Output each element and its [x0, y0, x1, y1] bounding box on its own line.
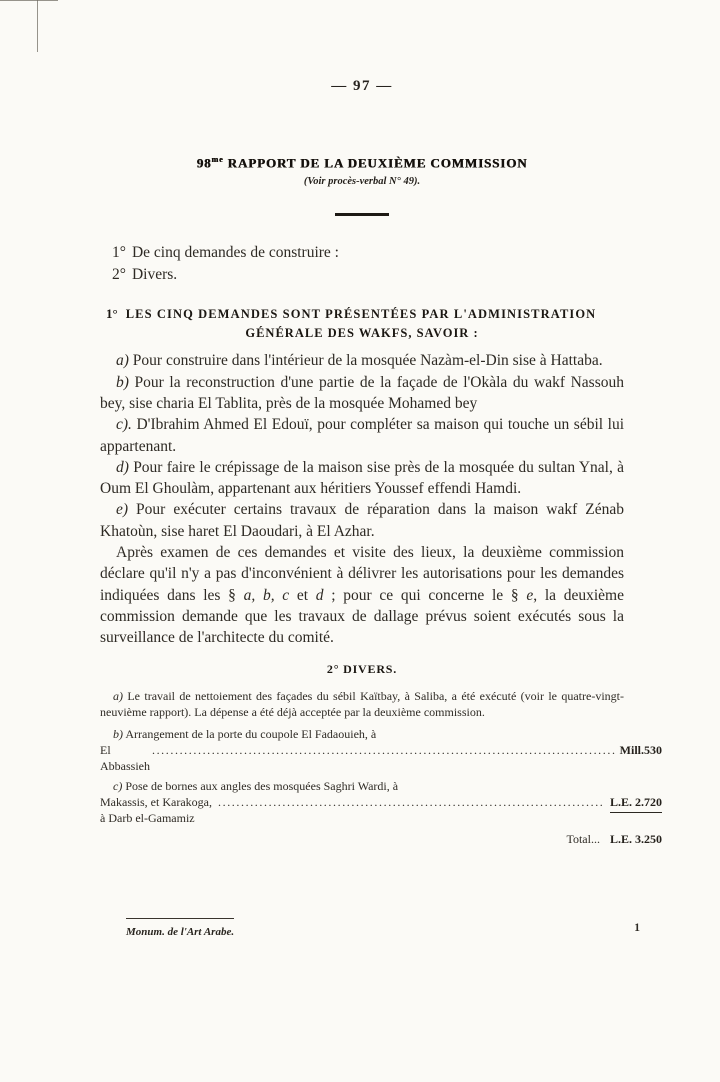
section1-heading-line1 [100, 306, 624, 322]
paragraph-text: Pour construire dans l'intérieur de la mosquée Nazàm-el-Din sise à Hattaba. [128, 352, 603, 370]
paragraph-text: Pour la reconstruction d'une partie de la façade de l'Okàla du wakf Nassouh bey, sise charia El Tablita, près de la mosquée Mohamed bey [100, 373, 624, 412]
section1-heading-number: 1° [106, 306, 118, 322]
closing-text: Après examen de ces demandes et visite des lieux, la deuxième commission déclare qu'il n'y a pas d'inconvénient à délivrer les autorisations pour les demandes indiquées dans les § [100, 544, 624, 604]
report-subtitle: (Voir procès-verbal N° 49). [303, 176, 421, 188]
entry-line [100, 779, 662, 795]
paragraph-lead: a) [116, 352, 129, 370]
entry-line [100, 795, 662, 827]
agenda-item-2 [112, 264, 624, 286]
paragraph-text: Pour exécuter certains travaux de réparation dans la maison wakf Zénab Khatoùn, sise haret El Daoudari, à El Azhar. [100, 501, 624, 540]
imprint-text: Monum. de l'Art Arabe. [126, 926, 235, 938]
paragraph-lead: a) [113, 689, 123, 704]
paragraph-c [100, 414, 624, 457]
paragraph-text: D'Ibrahim Ahmed El Edouï, pour compléter sa maison qui touche un sébil lui appartenant. [100, 416, 624, 455]
section1-heading-text: LES CINQ DEMANDES SONT PRÉSENTÉES PAR L'ADMINISTRATION [125, 307, 597, 322]
paragraph-closing [100, 542, 624, 648]
closing-ref: d [315, 586, 324, 604]
dotted-leader [218, 795, 605, 811]
expense-entry-c [100, 779, 662, 826]
entry-text: Makassis, et Karakoga, à Darb el-Gamamiz [100, 795, 212, 826]
page-footer [100, 918, 662, 940]
total-label: Total... [566, 831, 600, 846]
section1-body [100, 350, 624, 648]
agenda-item-1 [112, 242, 624, 264]
entry-lead: b) [113, 727, 123, 742]
expense-entry-b [100, 727, 662, 774]
entry-text: Arrangement de la porte du coupole El Fadaouieh, à [123, 727, 377, 742]
report-title [100, 155, 624, 171]
section1-heading [100, 306, 624, 341]
report-title-text: RAPPORT DE LA DEUXIÈME COMMISSION [223, 155, 528, 171]
ornamental-rule [335, 213, 389, 216]
closing-text: , la deuxième commission demande que les travaux de dallage prévus soient exécutés sous la surveillance de l'architecte du comité. [100, 586, 624, 647]
agenda-item-number: 1° [112, 244, 126, 262]
expense-entries [100, 727, 662, 827]
entry-lead: c) [113, 779, 123, 794]
entry-amount: L.E. 2.720 [610, 795, 662, 813]
scan-artifact-vertical [37, 0, 38, 52]
entry-line [100, 743, 662, 775]
entry-text: El Abbassieh [100, 742, 150, 773]
closing-ref: a, b, c [243, 586, 290, 604]
closing-text: et [289, 586, 316, 604]
agenda-item-text: De cinq demandes de construire : [131, 244, 339, 262]
section1-heading-line2: GÉNÉRALE DES WAKFS, SAVOIR : [245, 326, 479, 341]
section2-body [100, 689, 662, 847]
total-line [100, 832, 662, 848]
section2-heading: 2° DIVERS. [326, 662, 398, 677]
agenda-list [100, 242, 624, 286]
closing-ref: e [526, 586, 534, 604]
total-amount: L.E. 3.250 [609, 831, 662, 846]
entry-amount: Mill.530 [619, 742, 662, 757]
report-title-number: 98 [196, 155, 212, 171]
signature-number: 1 [634, 922, 640, 934]
page-number: — 97 — [331, 78, 393, 94]
dotted-leader [152, 743, 615, 759]
entry-line [100, 727, 662, 743]
scan-artifact-horizontal [0, 0, 58, 1]
paragraph-lead: c). [116, 416, 132, 434]
report-title-ordinal: me [211, 155, 224, 164]
paragraph-a [100, 350, 624, 371]
agenda-item-number: 2° [112, 266, 126, 284]
paragraph-b [100, 372, 624, 415]
paragraph-d [100, 457, 624, 500]
divers-paragraph-a [100, 689, 624, 721]
paragraph-lead: d) [116, 458, 129, 476]
paragraph-lead: b) [116, 373, 129, 391]
paragraph-text: Le travail de nettoiement des façades du sébil Kaïtbay, à Saliba, a été exécuté (voir le quatre-vingt-neuvième rapport). La dépense a été déjà acceptée par la deuxième commission. [100, 689, 624, 720]
imprint-block [126, 918, 234, 940]
closing-text: ; pour ce qui concerne le § [323, 586, 527, 604]
paragraph-lead: e) [116, 501, 129, 519]
paragraph-e [100, 499, 624, 542]
paragraph-text: Pour faire le crépissage de la maison sise près de la mosquée du sultan Ynal, à Oum El Ghoulàm, appartenant aux héritiers Youssef effendi Hamdi. [100, 458, 624, 498]
entry-text: Pose de bornes aux angles des mosquées Saghri Wardi, à [122, 779, 399, 794]
agenda-item-text: Divers. [131, 266, 178, 284]
